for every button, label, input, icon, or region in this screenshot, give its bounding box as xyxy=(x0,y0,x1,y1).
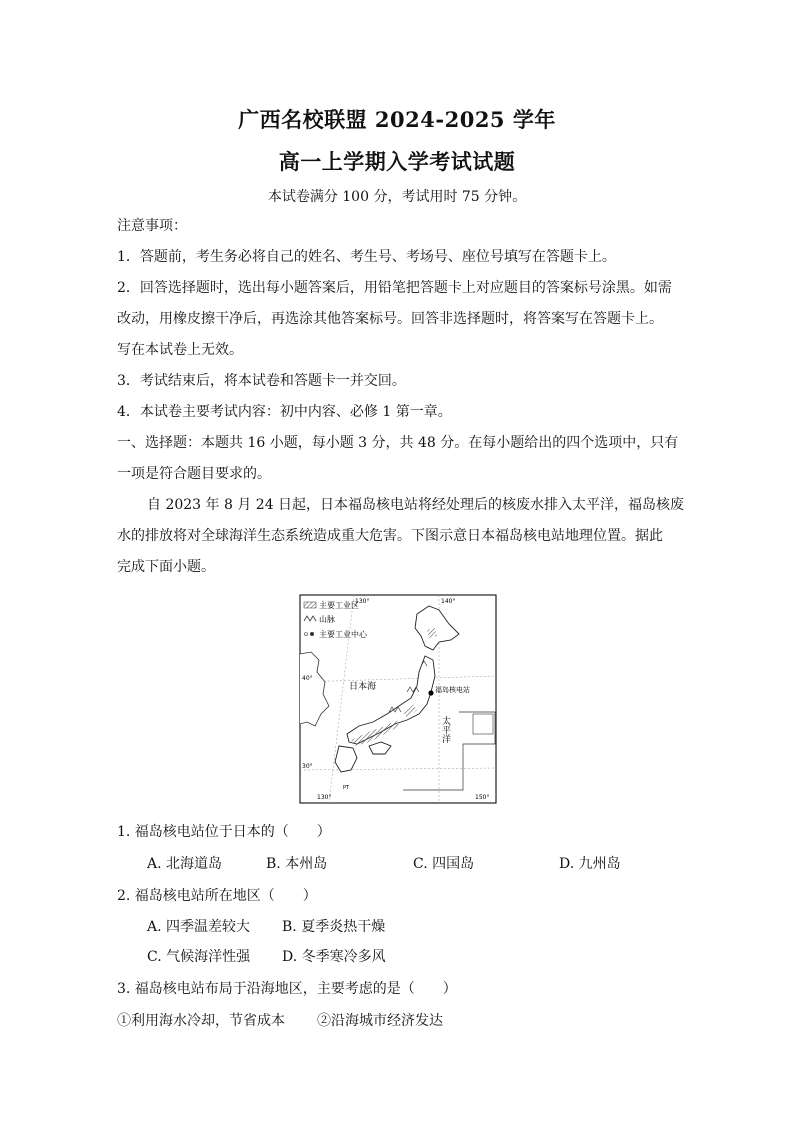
question-1-option-b[interactable]: B. 本州岛 xyxy=(266,856,328,872)
japan-map-figure xyxy=(299,594,497,804)
notice-item-4: 4．本试卷主要考试内容：初中内容、必修 1 第一章。 xyxy=(117,404,452,420)
passage-line2: 水的排放将对全球海洋生态系统造成重大危害。下图示意日本福岛核电站地理位置。据此 xyxy=(117,528,663,544)
lon-label-bottom-150: 150° xyxy=(475,794,490,801)
notice-item-2-line2: 改动，用橡皮擦干净后，再选涂其他答案标号。回答非选择题时，将答案写在答题卡上。 xyxy=(117,311,663,327)
question-2-stem: 2. 福岛核电站所在地区（ ） xyxy=(117,888,317,904)
fukushima-plant-marker xyxy=(428,690,433,695)
lon-label-bottom-130: 130° xyxy=(317,794,332,801)
question-1-stem: 1. 福岛核电站位于日本的（ ） xyxy=(117,824,331,840)
map-frame xyxy=(300,595,496,803)
exam-title-line2: 高一上学期入学考试试题 xyxy=(278,149,516,174)
question-2-option-d[interactable]: D. 冬季寒冷多风 xyxy=(282,949,386,965)
japan-map-svg xyxy=(299,594,497,804)
passage-line1: 自 2023 年 8 月 24 日起，日本福岛核电站将经处理后的核废水排入太平洋，福岛核废 xyxy=(147,497,685,513)
legend-center-icon-2 xyxy=(310,632,314,636)
question-2-option-b[interactable]: B. 夏季炎热干燥 xyxy=(282,919,386,935)
notice-item-3: 3．考试结束后，将本试卷和答题卡一并交回。 xyxy=(117,373,406,389)
exam-title-line1: 广西名校联盟 2024-2025 学年 xyxy=(238,107,556,132)
notice-heading: 注意事项： xyxy=(117,218,187,234)
question-2-option-a[interactable]: A. 四季温差较大 xyxy=(147,919,251,935)
exam-subtitle: 本试卷满分 100 分，考试用时 75 分钟。 xyxy=(267,189,527,205)
legend-mountain: 山脉 xyxy=(319,615,335,624)
fukushima-plant-label: 福岛核电站 xyxy=(435,686,470,694)
question-3-stem: 3. 福岛核电站布局于沿海地区，主要考虑的是（ ） xyxy=(117,981,457,997)
question-1-option-d[interactable]: D. 九州岛 xyxy=(559,856,621,872)
lon-label-140: 140° xyxy=(441,598,456,605)
passage-line3: 完成下面小题。 xyxy=(117,559,215,575)
lat-label-40: 40° xyxy=(302,675,313,682)
section-intro-line1: 一、选择题：本题共 16 小题，每小题 3 分，共 48 分。在每小题给出的四个选项中，只有 xyxy=(117,435,679,451)
scale-mark: PT xyxy=(343,785,350,791)
notice-item-2-line3: 写在本试卷上无效。 xyxy=(117,342,243,358)
pacific-label: 太平洋 xyxy=(440,716,450,743)
question-2-option-c[interactable]: C. 气候海洋性强 xyxy=(147,949,251,965)
legend-industrial-zone: 主要工业区 xyxy=(319,601,359,610)
question-1-option-a[interactable]: A. 北海道岛 xyxy=(147,856,223,872)
question-3-statement-2: ②沿海城市经济发达 xyxy=(317,1013,443,1029)
sea-of-japan-label: 日本海 xyxy=(349,682,377,692)
question-1-option-c[interactable]: C. 四国岛 xyxy=(413,856,475,872)
section-intro-line2: 一项是符合题目要求的。 xyxy=(117,466,271,482)
legend-industrial-center: 主要工业中心 xyxy=(319,630,367,639)
notice-item-2-line1: 2．回答选择题时，选出每小题答案后，用铅笔把答题卡上对应题目的答案标号涂黑。如需 xyxy=(117,280,672,296)
lat-label-30: 30° xyxy=(302,763,313,770)
notice-item-1: 1．答题前，考生务必将自己的姓名、考生号、考场号、座位号填写在答题卡上。 xyxy=(117,249,616,265)
lon-label-130: 130° xyxy=(355,598,370,605)
question-3-statement-1: ①利用海水冷却，节省成本 xyxy=(117,1013,285,1029)
legend-hatch-swatch xyxy=(304,602,316,608)
